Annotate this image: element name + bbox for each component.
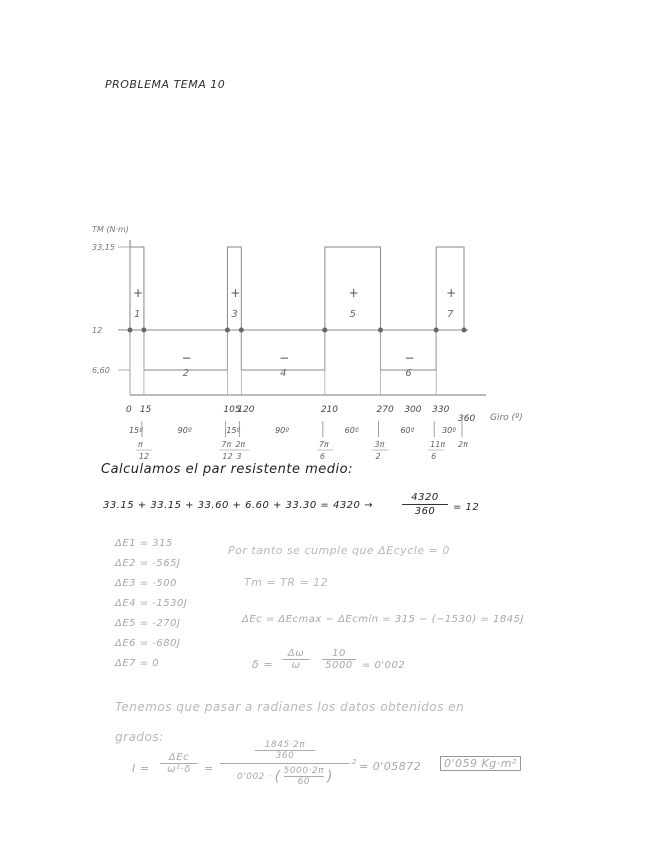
delta-ec-line: ΔEc = ΔEcmax − ΔEcmín = 315 − (−1530) = 1845J bbox=[242, 614, 524, 625]
inertia-frac1 bbox=[160, 752, 198, 775]
radian-denominator: 3 bbox=[236, 452, 242, 461]
delta-frac2-num: 10 bbox=[332, 648, 346, 659]
radian-numerator: 2π bbox=[458, 440, 468, 449]
inertia-exp: 2 bbox=[352, 758, 357, 766]
interval-label: 15º bbox=[128, 426, 143, 435]
cycle-check: Por tanto se cumple que ΔEcycle = 0 bbox=[228, 544, 450, 557]
tm-tr-line: Tm = TR = 12 bbox=[244, 576, 329, 589]
energy-item: ΔE1 = 315 bbox=[115, 538, 173, 549]
energy-item: ΔE2 = -565J bbox=[115, 558, 181, 569]
mean-crossing-point bbox=[462, 328, 467, 333]
x-tick-label: 0 bbox=[126, 405, 132, 415]
calc-frac-den: 360 bbox=[414, 506, 436, 517]
segment-sign: − bbox=[404, 351, 415, 365]
segment-area-label: 3 bbox=[231, 309, 238, 320]
energy-item: ΔE3 = -500 bbox=[115, 578, 177, 589]
y-tick-label: 6,60 bbox=[92, 366, 110, 375]
inertia-frac2 bbox=[220, 740, 350, 787]
interval-label: 90º bbox=[275, 426, 290, 435]
y-axis-label: TM (N·m) bbox=[92, 225, 129, 234]
energy-item: ΔE5 = -270J bbox=[115, 618, 181, 629]
delta-result: = 0'002 bbox=[362, 660, 406, 671]
inertia-f1-den: ω²·δ bbox=[167, 764, 191, 775]
segment-area-label: 5 bbox=[349, 309, 357, 320]
y-tick-label: 33,15 bbox=[92, 243, 115, 252]
energy-item: ΔE6 = -680J bbox=[115, 638, 181, 649]
radians-note-2: grados: bbox=[115, 730, 164, 744]
y-tick-label: 12 bbox=[92, 326, 103, 335]
segment-area-label: 7 bbox=[447, 309, 454, 320]
delta-frac-den: ω bbox=[291, 660, 301, 671]
interval-label: 30º bbox=[442, 426, 457, 435]
radian-denominator: 2 bbox=[375, 452, 381, 461]
inertia-equals: = bbox=[204, 762, 214, 775]
x-tick-label: 120 bbox=[237, 405, 255, 415]
inertia-inner-num: 5000·2π bbox=[283, 766, 325, 776]
inertia-f2-num-den: 360 bbox=[275, 751, 295, 761]
radian-denominator: 12 bbox=[138, 452, 150, 461]
radian-numerator: 7π bbox=[221, 440, 232, 449]
calc-frac-num: 4320 bbox=[411, 492, 439, 503]
segment-sign: + bbox=[446, 286, 457, 300]
segment-area-label: 1 bbox=[133, 309, 141, 320]
inertia-result: = 0'05872 bbox=[359, 760, 422, 773]
inertia-inner-frac bbox=[284, 766, 324, 787]
mean-crossing-point bbox=[141, 328, 146, 333]
radian-numerator: 11π bbox=[430, 440, 446, 449]
mean-crossing-point bbox=[322, 328, 327, 333]
interval-label: 60º bbox=[344, 426, 359, 435]
interval-label: 60º bbox=[400, 426, 415, 435]
segment-sign: + bbox=[132, 286, 144, 300]
radian-numerator: π bbox=[137, 440, 143, 449]
segment-sign: + bbox=[230, 286, 241, 300]
x-tick-label: 210 bbox=[320, 405, 339, 415]
segment-area-label: 4 bbox=[280, 368, 287, 379]
inertia-f2-num-wrap bbox=[255, 740, 315, 761]
paren-close: ) bbox=[327, 768, 333, 785]
mean-crossing-point bbox=[434, 328, 439, 333]
x-tick-label: 300 bbox=[404, 405, 422, 415]
segment-sign: − bbox=[181, 351, 192, 365]
segment-area-label: 6 bbox=[405, 368, 412, 379]
x-tick-label: 105 bbox=[223, 405, 241, 415]
mean-crossing-point bbox=[378, 328, 383, 333]
delta-frac2 bbox=[322, 648, 356, 671]
interval-label: 15º bbox=[226, 426, 241, 435]
energy-item: ΔE7 = 0 bbox=[115, 658, 160, 669]
radian-denominator: 6 bbox=[319, 452, 325, 461]
mean-crossing-point bbox=[128, 328, 133, 333]
radians-note-1: Tenemos que pasar a radianes los datos obtenidos en bbox=[115, 700, 465, 714]
inertia-lhs: I = bbox=[132, 762, 150, 775]
segment-area-label: 2 bbox=[182, 368, 190, 379]
segment-sign: − bbox=[279, 351, 290, 365]
inertia-boxed-result: 0'059 Kg·m² bbox=[440, 756, 521, 771]
calc-fraction bbox=[402, 492, 448, 517]
mean-crossing-point bbox=[225, 328, 230, 333]
radian-numerator: 7π bbox=[318, 440, 329, 449]
inertia-f2-num: 1845·2π bbox=[264, 740, 306, 750]
radian-denominator: 6 bbox=[431, 452, 437, 461]
delta-label: δ = bbox=[252, 658, 273, 671]
radian-numerator: 2π bbox=[235, 440, 246, 449]
inertia-f2-den-prefix: 0'002 · bbox=[237, 771, 272, 782]
energy-item: ΔE4 = -1530J bbox=[115, 598, 188, 609]
delta-frac bbox=[282, 648, 310, 671]
page-title: PROBLEMA TEMA 10 bbox=[105, 78, 226, 91]
mean-crossing-point bbox=[239, 328, 244, 333]
delta-frac-num: Δω bbox=[287, 648, 305, 659]
x-max-label: 360 bbox=[458, 414, 476, 424]
x-axis-label: Giro (º) bbox=[490, 413, 523, 423]
x-tick-label: 330 bbox=[432, 405, 450, 415]
radian-denominator: 12 bbox=[222, 452, 233, 461]
delta-frac2-den: 5000 bbox=[325, 660, 353, 671]
paren-open: ( bbox=[274, 768, 281, 785]
x-tick-label: 270 bbox=[376, 405, 394, 415]
calc-sum: 33.15 + 33.15 + 33.60 + 6.60 + 33.30 = 4320 → bbox=[103, 500, 373, 511]
inertia-inner-den: 60 bbox=[297, 777, 311, 787]
x-tick-label: 15 bbox=[139, 405, 152, 415]
calc-frac-result: = 12 bbox=[453, 502, 480, 513]
segment-sign: + bbox=[348, 286, 359, 300]
radian-numerator: 3π bbox=[374, 440, 385, 449]
calc-heading: Calculamos el par resistente medio: bbox=[101, 462, 354, 477]
inertia-f1-num: ΔEc bbox=[168, 752, 190, 763]
interval-label: 90º bbox=[177, 426, 192, 435]
